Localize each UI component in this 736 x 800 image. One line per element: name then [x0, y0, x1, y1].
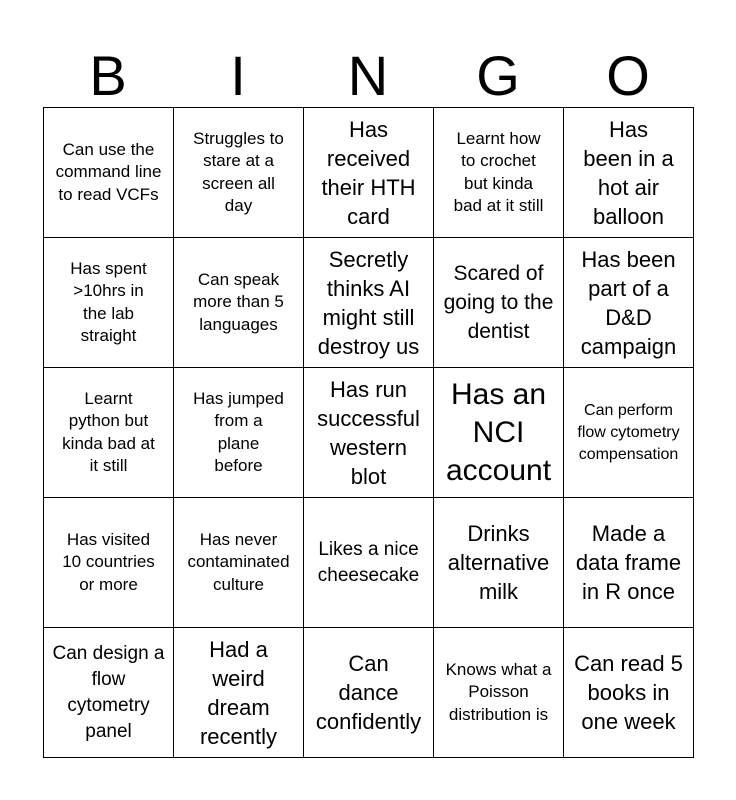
header-letter-i: I [230, 44, 246, 107]
bingo-square[interactable] [564, 368, 694, 498]
bingo-square[interactable] [304, 368, 434, 498]
bingo-square[interactable] [304, 108, 434, 238]
bingo-square[interactable] [44, 498, 174, 628]
bingo-square-text: Can dance confidently [315, 651, 422, 734]
bingo-square-text: Secretly thinks AI might still destroy us [317, 246, 420, 359]
bingo-square[interactable] [434, 628, 564, 758]
bingo-square-text: Can perform flow cytometry compensation [577, 401, 680, 463]
bingo-square-text: Has spent >10hrs in the lab straight [70, 258, 147, 345]
bingo-square[interactable] [174, 628, 304, 758]
bingo-square[interactable] [44, 628, 174, 758]
bingo-square-text: Has run successful western blot [317, 376, 420, 489]
bingo-square[interactable] [44, 368, 174, 498]
bingo-square[interactable] [434, 368, 564, 498]
bingo-square-text: Learnt how to crochet but kinda bad at it still [453, 128, 544, 215]
bingo-square[interactable] [174, 368, 304, 498]
bingo-square-text: Has received their HTH card [321, 116, 416, 229]
bingo-square-text: Scared of going to the dentist [443, 262, 554, 343]
bingo-square-text: Can read 5 books in one week [574, 651, 683, 734]
bingo-square[interactable] [174, 238, 304, 368]
bingo-square-text: Has been in a hot air balloon [583, 116, 674, 229]
bingo-square[interactable] [304, 628, 434, 758]
bingo-square[interactable] [174, 108, 304, 238]
bingo-square-text: Can speak more than 5 languages [193, 269, 284, 334]
header-letter-n: N [347, 44, 389, 107]
bingo-board [43, 107, 694, 758]
bingo-square[interactable] [44, 238, 174, 368]
bingo-square-text: Likes a nice cheesecake [317, 538, 420, 586]
bingo-square-text: Has an NCI account [445, 377, 552, 487]
bingo-square-text: Struggles to stare at a screen all day [193, 128, 284, 215]
header-letter-b: B [89, 44, 127, 107]
bingo-square-text: Can use the command line to read VCFs [55, 139, 162, 204]
bingo-square[interactable] [564, 238, 694, 368]
bingo-square[interactable] [304, 498, 434, 628]
bingo-square-text: Can design a flow cytometry panel [52, 642, 165, 742]
bingo-square-text: Had a weird dream recently [199, 636, 278, 749]
header-letter-g: G [476, 44, 520, 107]
bingo-square[interactable] [304, 238, 434, 368]
bingo-square[interactable] [434, 498, 564, 628]
bingo-square-text: Has been part of a D&D campaign [580, 246, 677, 359]
bingo-square-text: Has visited 10 countries or more [62, 529, 155, 594]
bingo-square[interactable] [44, 108, 174, 238]
bingo-square[interactable] [564, 498, 694, 628]
bingo-square[interactable] [434, 108, 564, 238]
bingo-square-text: Knows what a Poisson distribution is [445, 659, 552, 724]
bingo-square[interactable] [564, 108, 694, 238]
bingo-square[interactable] [564, 628, 694, 758]
header-letter-o: O [606, 44, 650, 107]
bingo-square[interactable] [174, 498, 304, 628]
bingo-square[interactable] [434, 238, 564, 368]
bingo-square-text: Drinks alternative milk [447, 521, 550, 604]
bingo-square-text: Made a data frame in R once [575, 521, 682, 604]
bingo-square-text: Learnt python but kinda bad at it still [62, 388, 155, 475]
bingo-square-text: Has never contaminated culture [187, 529, 290, 594]
bingo-header [43, 44, 693, 108]
bingo-square-text: Has jumped from a plane before [193, 388, 284, 475]
